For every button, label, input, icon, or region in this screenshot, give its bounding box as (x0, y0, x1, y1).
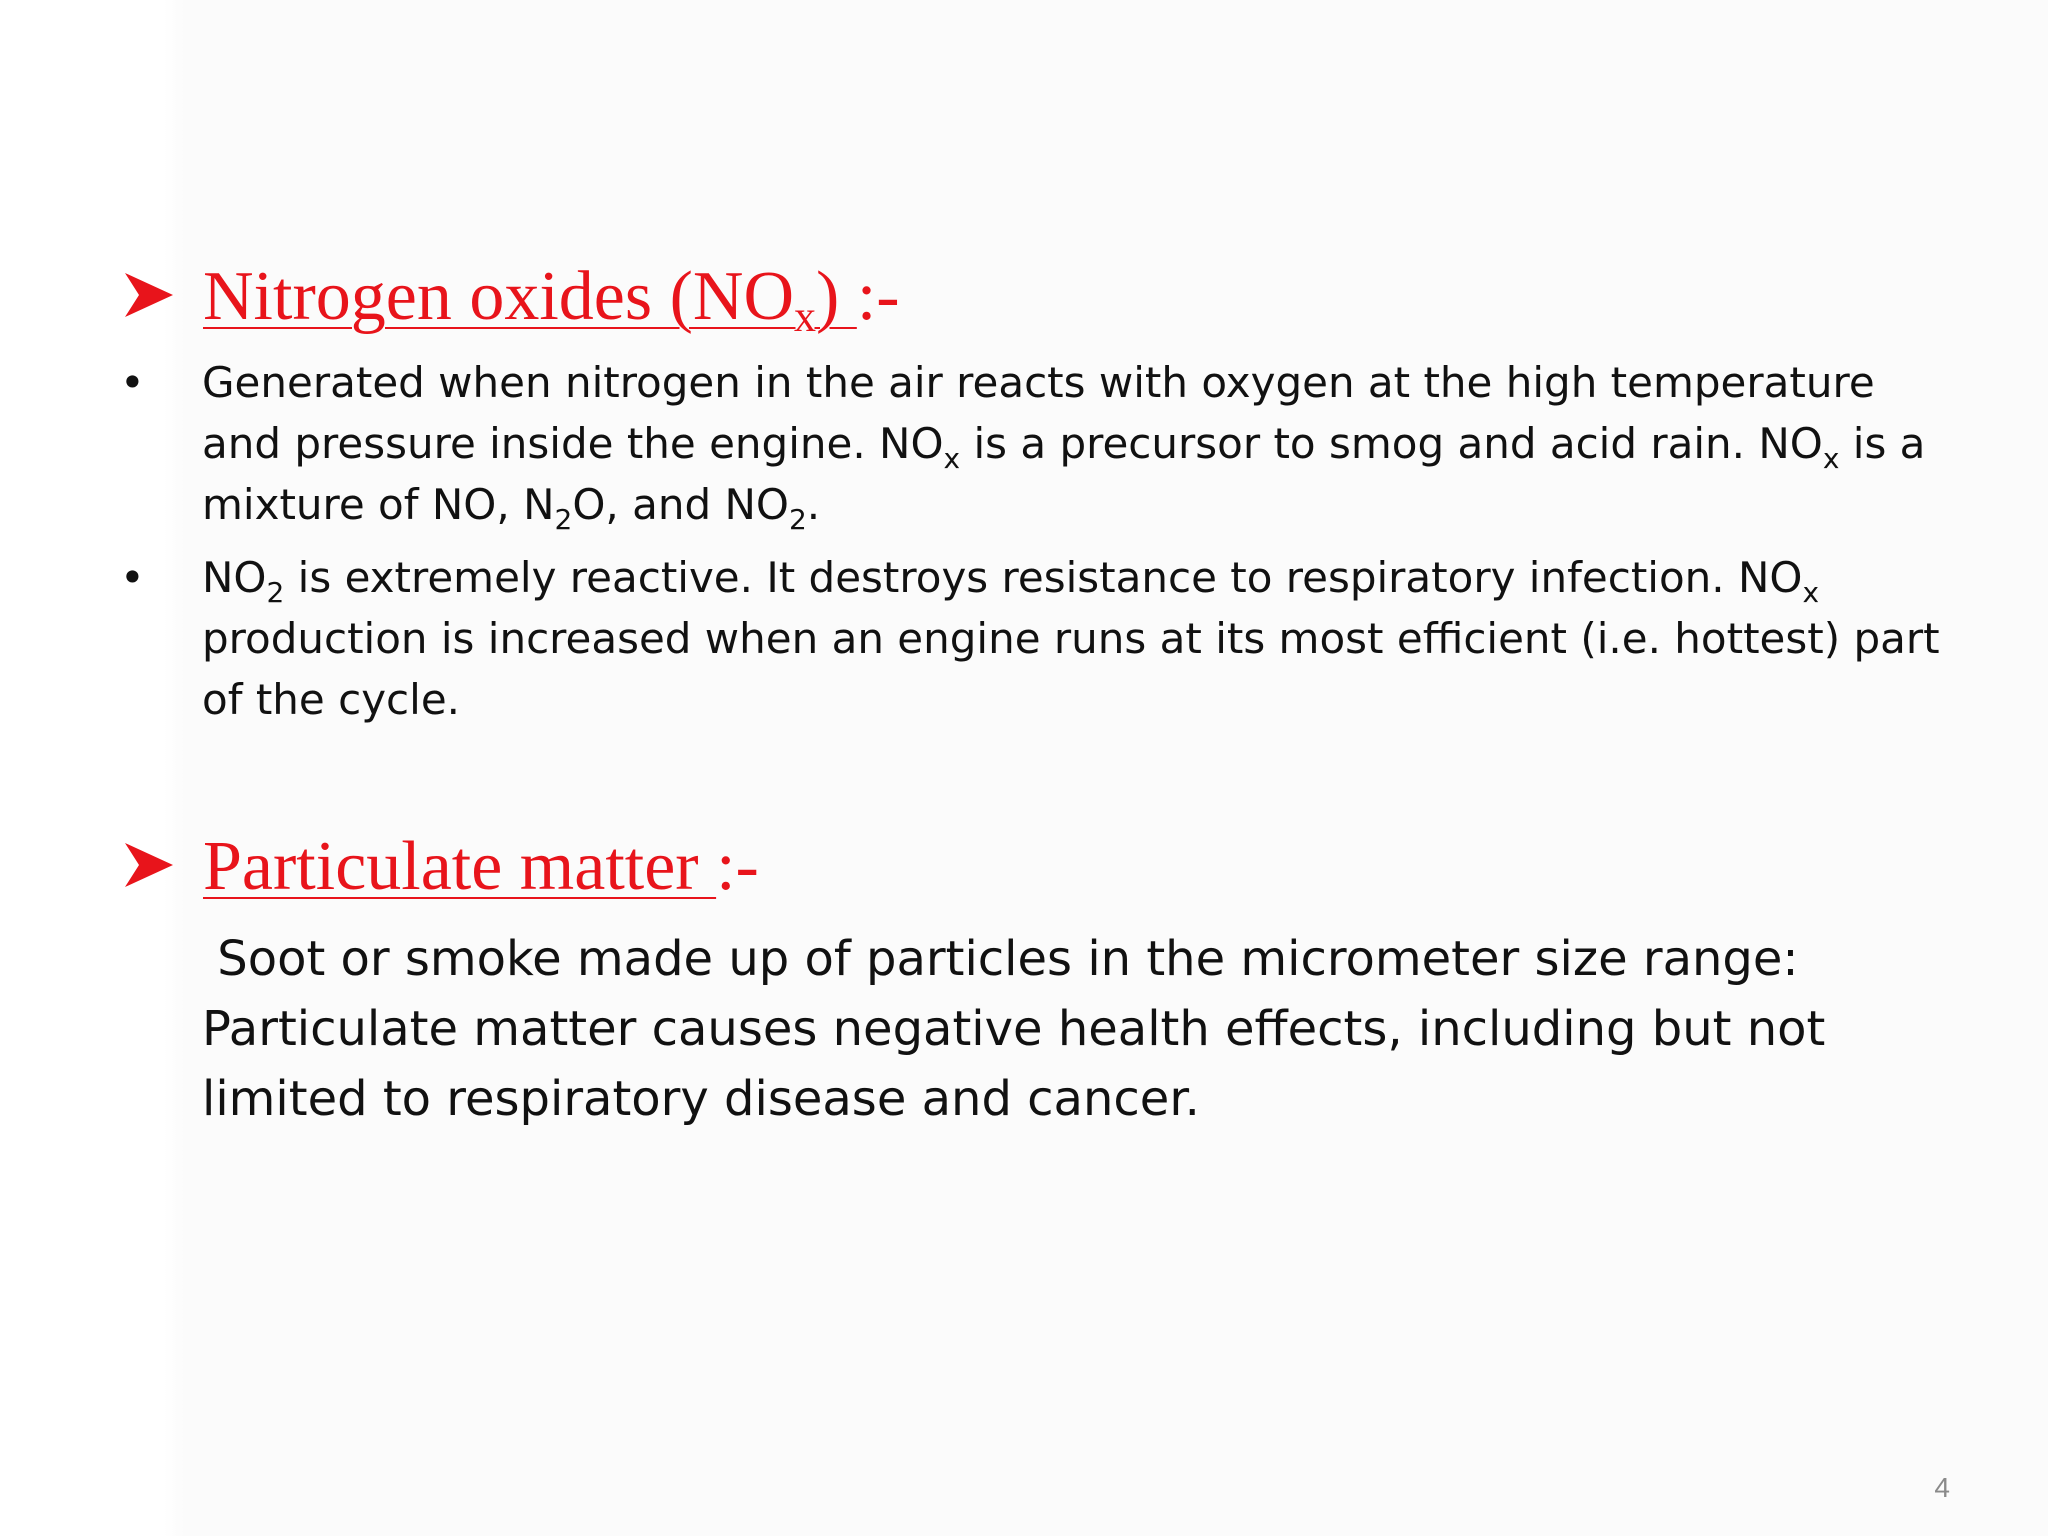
bullet-subscript: x (943, 442, 961, 475)
heading-particulate-matter-title: Particulate matter (203, 828, 717, 905)
bullet-subscript: 2 (788, 503, 807, 536)
particulate-matter-paragraph: Soot or smoke made up of particles in the micrometer size range: Particulate matter causes negative health effects, including but not limited to respiratory disease and cancer. (202, 931, 1841, 1127)
arrowhead-bullet-icon (125, 843, 173, 887)
bullet-text: Generated when nitrogen in the air reacts with oxygen at the high temperature and pressure inside the engine. NO (202, 358, 1875, 468)
list-item (120, 352, 1962, 536)
arrowhead-bullet-icon (125, 273, 173, 317)
list-item (120, 547, 1962, 730)
nitrogen-oxides-bullets (120, 352, 1962, 742)
bullet-text: is a mixture of NO, N (202, 419, 1926, 529)
bullet-subscript: x (1822, 442, 1840, 475)
bullet-dot-icon: • (120, 553, 145, 602)
bullet-text: . (806, 480, 821, 529)
bullet-text: production is increased when an engine runs at its most efficient (i.e. hottest) part of the cycle. (202, 614, 1940, 724)
bullet-subscript: x (1802, 576, 1820, 609)
heading-suffix: :- (716, 828, 759, 905)
bullet-subscript: 2 (266, 576, 285, 609)
heading-subscript: x (794, 292, 817, 341)
heading-title-text: Nitrogen oxides (NO (203, 258, 795, 335)
heading-nitrogen-oxides (125, 258, 900, 341)
bullet-text: is a precursor to smog and acid rain. NO (960, 419, 1823, 468)
heading-nitrogen-oxides-title (203, 258, 857, 341)
bullet-text: O, and NO (572, 480, 789, 529)
bullet-dot-icon: • (120, 358, 145, 407)
bullet-text: NO (202, 553, 267, 602)
heading-suffix: :- (856, 258, 900, 335)
bullet-text: is extremely reactive. It destroys resistance to respiratory infection. NO (284, 553, 1803, 602)
heading-title-close: ) (816, 258, 857, 335)
bullet-subscript: 2 (554, 503, 573, 536)
heading-particulate-matter (125, 828, 759, 905)
page-number: 4 (1934, 1472, 1950, 1503)
